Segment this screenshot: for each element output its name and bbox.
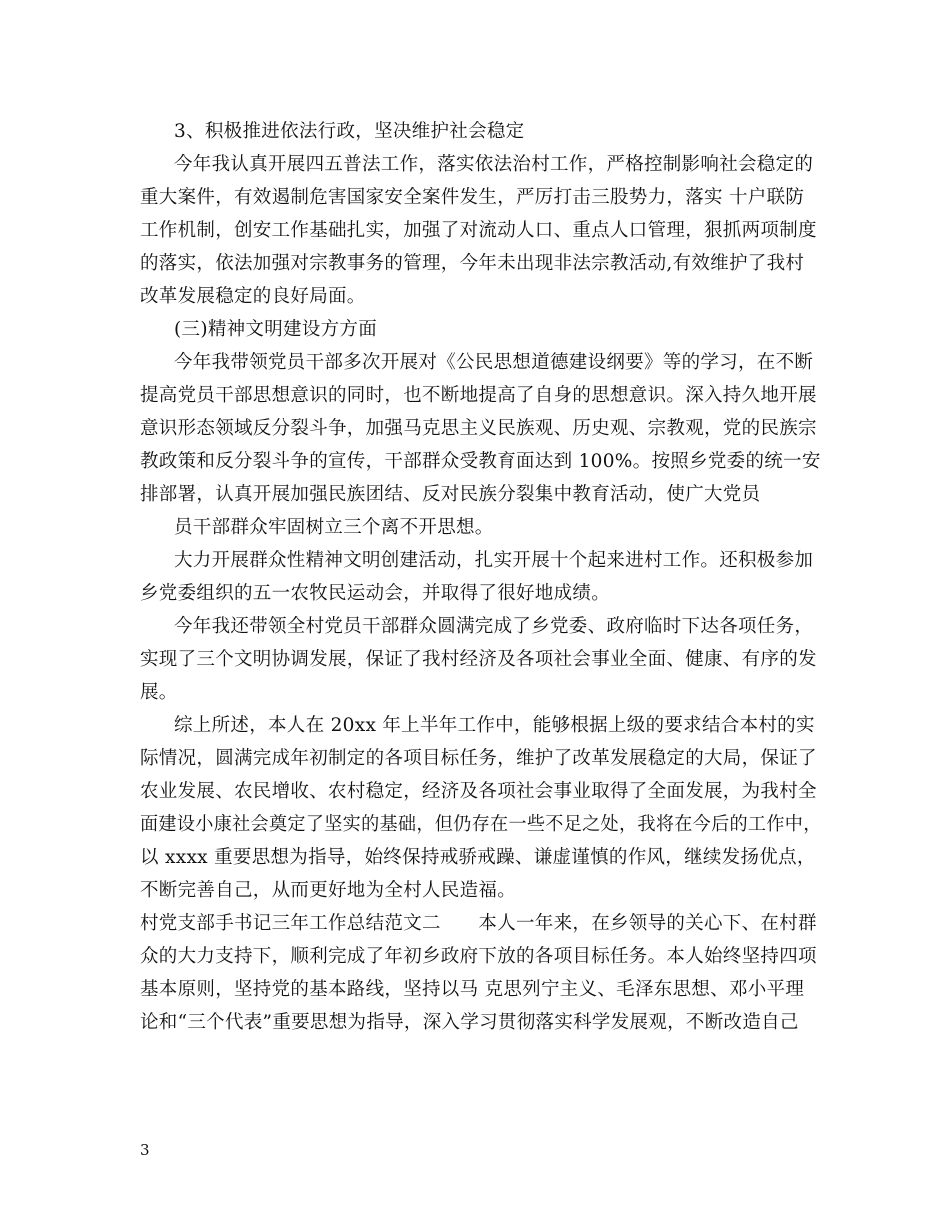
- text-line: 改革发展稳定的良好局面。: [140, 286, 366, 307]
- text-line: 意识形态领域反分裂斗争，加强马克思主义民族观、历史观、宗教观，党的民族宗: [140, 418, 817, 439]
- text-line: 大力开展群众性精神文明创建活动，扎实开展十个起来进村工作。还积极参加: [174, 550, 814, 571]
- text-line: 面建设小康社会奠定了坚实的基础，但仍存在一些不足之处，我将在今后的工作中，: [140, 814, 822, 835]
- text-line: 论和“三个代表”重要思想为指导，深入学习贯彻落实科学发展观，不断改造自己: [140, 1012, 799, 1033]
- text-line: 3、积极推进依法行政，坚决维护社会稳定: [174, 121, 525, 142]
- text-line: 排部署，认真开展加强民族团结、反对民族分裂集中教育活动，使广大党员: [140, 484, 761, 505]
- text-line: 员干部群众牢固树立三个离不开思想。: [174, 517, 494, 538]
- text-line: 实现了三个文明协调发展，保证了我村经济及各项社会事业全面、健康、有序的发: [140, 649, 817, 670]
- page-number: 3: [140, 1141, 150, 1159]
- text-line: 众的大力支持下，顺利完成了年初乡政府下放的各项目标任务。本人始终坚持四项: [140, 946, 817, 967]
- text-line: 今年我认真开展四五普法工作，落实依法治村工作，严格控制影响社会稳定的: [174, 154, 814, 175]
- text-line: 乡党委组织的五一农牧民运动会，并取得了很好地成绩。: [140, 583, 611, 604]
- text-line: 展。: [140, 682, 178, 703]
- text-line: 以 xxxx 重要思想为指导，始终保持戒骄戒躁、谦虚谨慎的作风，继续发扬优点，: [140, 847, 816, 868]
- text-line: 的落实，依法加强对宗教事务的管理，今年未出现非法宗教活动,有效维护了我村: [140, 253, 805, 274]
- section-heading: (三)精神文明建设方方面: [174, 319, 378, 340]
- text-line: 不断完善自己，从而更好地为全村人民造福。: [140, 880, 517, 901]
- text-line: 教政策和反分裂斗争的宣传，干部群众受教育面达到 100%。按照乡党委的统一安: [140, 451, 821, 472]
- text-line: 今年我还带领全村党员干部群众圆满完成了乡党委、政府临时下达各项任务，: [174, 616, 814, 637]
- text-line: 重大案件，有效遏制危害国家安全案件发生，严厉打击三股势力，落实 十户联防: [140, 187, 805, 208]
- text-line: 工作机制，创安工作基础扎实，加强了对流动人口、重点人口管理，狠抓两项制度: [140, 220, 817, 241]
- text-line: 际情况，圆满完成年初制定的各项目标任务，维护了改革发展稳定的大局，保证了: [140, 748, 817, 769]
- text-line: 综上所述，本人在 20xx 年上半年工作中，能够根据上级的要求结合本村的实: [174, 715, 815, 736]
- text-line: 村党支部手书记三年工作总结范文二 本人一年来，在乡领导的关心下、在村群: [140, 913, 817, 934]
- text-line: 基本原则，坚持党的基本路线，坚持以马 克思列宁主义、毛泽东思想、邓小平理: [140, 979, 805, 1000]
- text-line: 农业发展、农民增收、农村稳定，经济及各项社会事业取得了全面发展，为我村全: [140, 781, 817, 802]
- text-line: 今年我带领党员干部多次开展对《公民思想道德建设纲要》等的学习，在不断: [174, 352, 814, 373]
- text-line: 提高党员干部思想意识的同时，也不断地提高了自身的思想意识。深入持久地开展: [140, 385, 817, 406]
